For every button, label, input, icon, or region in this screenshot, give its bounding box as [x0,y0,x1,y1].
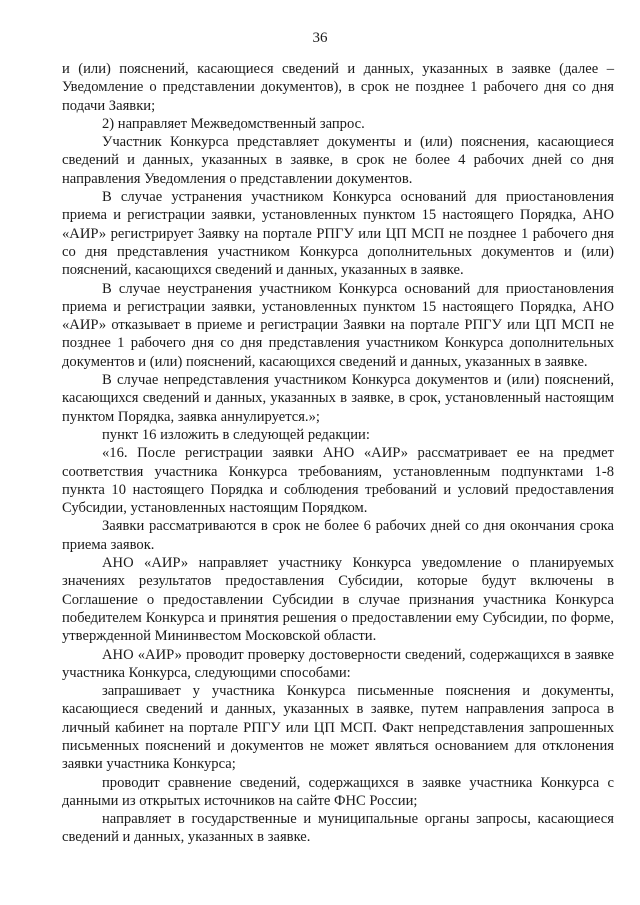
paragraph-13: проводит сравнение сведений, содержащихся в заявке участника Конкурса с данными из открытых источников на сайте ФНС России; [62,774,614,809]
paragraph-1: и (или) пояснений, касающиеся сведений и данных, указанных в заявке (далее – Уведомление о представлении документов), в срок не позднее 1 рабочего дня со дня подачи Заявки; [62,61,614,114]
paragraph-11: АНО «АИР» проводит проверку достоверности сведений, содержащихся в заявке участника Конкурса, следующими способами: [62,646,614,681]
page-number: 36 [312,30,328,46]
paragraph-14: направляет в государственные и муниципальные органы запросы, касающиеся сведений и данных, указанных в заявке. [62,811,614,846]
paragraph-2: 2) направляет Межведомственный запрос. [102,115,365,132]
paragraph-7: пункт 16 изложить в следующей редакции: [102,426,370,443]
paragraph-8: «16. После регистрации заявки АНО «АИР» рассматривает ее на предмет соответствия участника Конкурса требованиям, установленным подпунктами 1-8 пункта 10 настоящего Порядка и соблюдения требований и условий предоставления Субсидии, установленных настоящим Порядком. [62,445,614,517]
paragraph-3: Участник Конкурса представляет документы и (или) пояснения, касающиеся сведений и данных, указанных в заявке, в срок не более 4 рабочих дней со дня направления Уведомления о представлении документов. [62,134,614,187]
paragraph-4: В случае устранения участником Конкурса оснований для приостановления приема и регистрации заявки, установленных пунктом 15 настоящего Порядка, АНО «АИР» регистрирует Заявку на портале РПГУ или ЦП МСП не позднее 1 рабочего дня со дня представления участником Конкурса дополнительных документов и (или) пояснений, касающихся сведений и данных, указанных в заявке. [62,189,614,279]
paragraph-6: В случае непредставления участником Конкурса документов и (или) пояснений, касающихся сведений и данных, указанных в заявке, в срок, установленный настоящим пунктом Порядка, заявка аннулируется.»; [62,372,614,425]
document-body [62,60,614,847]
paragraph-5: В случае неустранения участником Конкурса оснований для приостановления приема и регистрации заявки, установленных пунктом 15 настоящего Порядка, АНО «АИР» отказывает в приеме и регистрации Заявки на портале РПГУ или ЦП МСП не позднее 1 рабочего дня со дня представления участником Конкурса дополнительных документов и (или) пояснений, касающихся сведений и данных, указанных в заявке. [62,280,614,370]
paragraph-12: запрашивает у участника Конкурса письменные пояснения и документы, касающиеся сведений и данных, указанных в заявке, путем направления запроса в личный кабинет на портале РПГУ или ЦП МСП. Факт непредставления запрошенных письменных пояснений и документов не может являться основанием для отклонения заявки участника Конкурса; [62,683,614,773]
paragraph-10: АНО «АИР» направляет участнику Конкурса уведомление о планируемых значениях результатов предоставления Субсидии, которые будут включены в Соглашение о предоставлении Субсидии в случае признания участника Конкурса победителем Конкурса и принятия решения о предоставлении ему Субсидии, по форме, утвержденной Мининвестом Московской области. [62,555,614,645]
paragraph-9: Заявки рассматриваются в срок не более 6 рабочих дней со дня окончания срока приема заявок. [62,518,614,553]
